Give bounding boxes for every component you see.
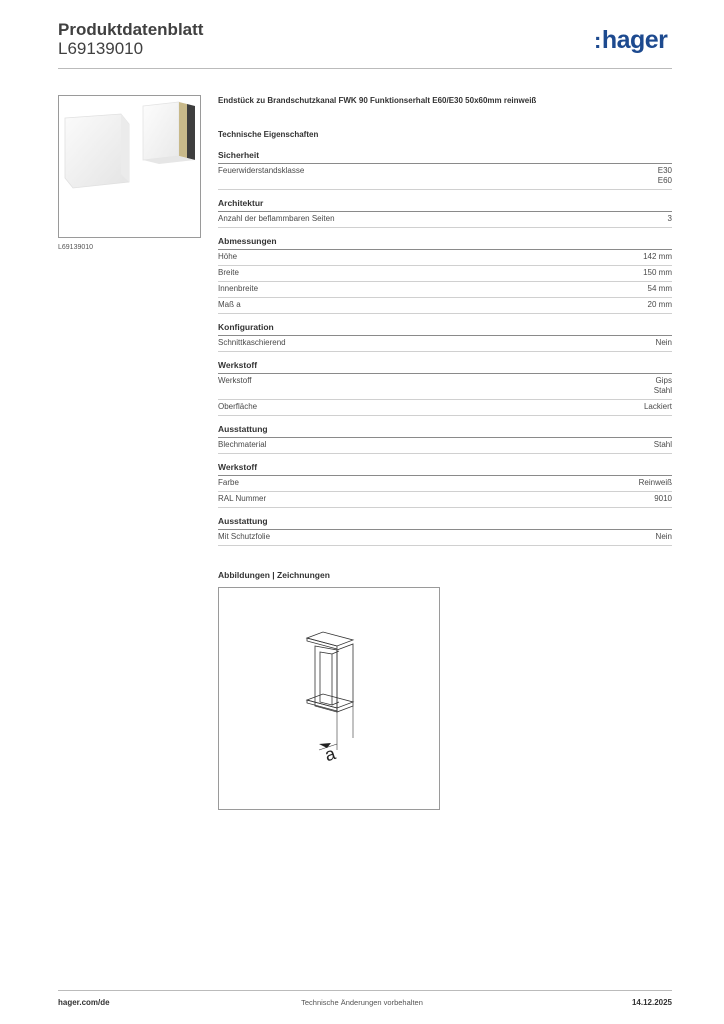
- group-spacer: [218, 546, 672, 554]
- property-row: [218, 164, 672, 190]
- property-groups: [218, 150, 672, 554]
- footer-divider: [58, 990, 672, 991]
- property-value-line: Stahl: [653, 440, 672, 449]
- property-label: Breite: [218, 268, 239, 277]
- dimension-label-a: a: [322, 743, 338, 766]
- group-heading: Werkstoff: [218, 360, 672, 374]
- property-value-line: 9010: [654, 494, 672, 503]
- header-divider: [58, 68, 672, 69]
- drawings-heading: Abbildungen | Zeichnungen: [218, 570, 330, 580]
- technical-drawing: [218, 587, 440, 810]
- property-row: [218, 492, 672, 508]
- image-caption: L69139010: [58, 244, 94, 251]
- property-value-line: Nein: [655, 532, 672, 541]
- footer-notice: Technische Änderungen vorbehalten: [301, 998, 423, 1007]
- hager-logo: [594, 26, 667, 55]
- property-label: Anzahl der beflammbaren Seiten: [218, 214, 335, 223]
- property-label: Farbe: [218, 478, 239, 487]
- group-heading: Architektur: [218, 198, 672, 212]
- property-row: [218, 266, 672, 282]
- product-image: [58, 95, 201, 238]
- group-spacer: [218, 228, 672, 236]
- group-spacer: [218, 454, 672, 462]
- property-label: Feuerwiderstandsklasse: [218, 166, 305, 175]
- property-value-line: Reinweiß: [638, 478, 672, 487]
- property-value: [654, 494, 672, 504]
- property-row: [218, 476, 672, 492]
- property-value: [654, 376, 672, 396]
- drawing-illustration: [219, 588, 439, 809]
- group-spacer: [218, 508, 672, 516]
- property-value: [644, 402, 672, 412]
- property-label: Innenbreite: [218, 284, 259, 293]
- property-row: [218, 282, 672, 298]
- property-row: [218, 250, 672, 266]
- property-value-line: 54 mm: [647, 284, 672, 293]
- property-value: [654, 440, 672, 450]
- group-heading: Ausstattung: [218, 516, 672, 530]
- property-value: [658, 166, 672, 186]
- property-value-line: Stahl: [653, 386, 672, 395]
- logo-text: hager: [601, 26, 668, 54]
- property-row: [218, 212, 672, 228]
- property-value: [656, 338, 672, 348]
- property-value-line: E30: [657, 166, 672, 175]
- property-label: Höhe: [218, 252, 238, 261]
- property-label: Schnittkaschierend: [218, 338, 286, 347]
- property-value: [643, 268, 672, 278]
- group-spacer: [218, 190, 672, 198]
- property-value: [648, 284, 672, 294]
- footer-website: hager.com/de: [58, 998, 110, 1007]
- group-heading: Werkstoff: [218, 462, 672, 476]
- group-spacer: [218, 314, 672, 322]
- article-number: L69139010: [58, 39, 144, 58]
- group-spacer: [218, 416, 672, 424]
- group-spacer: [218, 352, 672, 360]
- property-value-line: 3: [667, 214, 672, 223]
- property-value: [643, 252, 672, 262]
- group-heading: Abmessungen: [218, 236, 672, 250]
- page-title: Produktdatenblatt: [58, 20, 204, 39]
- group-heading: Konfiguration: [218, 322, 672, 336]
- group-heading: Ausstattung: [218, 424, 672, 438]
- property-value: [656, 532, 672, 542]
- product-photo-illustration: [59, 96, 200, 237]
- property-value-line: Nein: [655, 338, 672, 347]
- product-details: [218, 95, 672, 581]
- property-row: [218, 374, 672, 400]
- property-label: Blechmaterial: [218, 440, 267, 449]
- property-label: RAL Nummer: [218, 494, 267, 503]
- property-value-line: 142 mm: [643, 252, 672, 261]
- product-name: Endstück zu Brandschutzkanal FWK 90 Funktionserhalt E60/E30 50x60mm reinweiß: [218, 96, 537, 105]
- property-row: [218, 438, 672, 454]
- property-label: Mit Schutzfolie: [218, 532, 271, 541]
- property-value-line: 20 mm: [647, 300, 672, 309]
- property-row: [218, 336, 672, 352]
- property-row: [218, 400, 672, 416]
- property-value: [648, 300, 672, 310]
- logo-colon-mark: :: [594, 28, 601, 53]
- property-label: Maß a: [218, 300, 241, 309]
- property-row: [218, 298, 672, 314]
- property-value-line: Lackiert: [643, 402, 672, 411]
- technical-properties-heading: Technische Eigenschaften: [218, 130, 319, 139]
- property-value: [668, 214, 672, 224]
- property-label: Werkstoff: [218, 376, 252, 385]
- group-heading: Sicherheit: [218, 150, 672, 164]
- property-value-line: E60: [657, 176, 672, 185]
- property-value-line: 150 mm: [643, 268, 672, 277]
- property-row: [218, 530, 672, 546]
- footer-date: 14.12.2025: [631, 998, 672, 1007]
- property-value: [639, 478, 672, 488]
- property-label: Oberfläche: [218, 402, 258, 411]
- property-value-line: Gips: [655, 376, 672, 385]
